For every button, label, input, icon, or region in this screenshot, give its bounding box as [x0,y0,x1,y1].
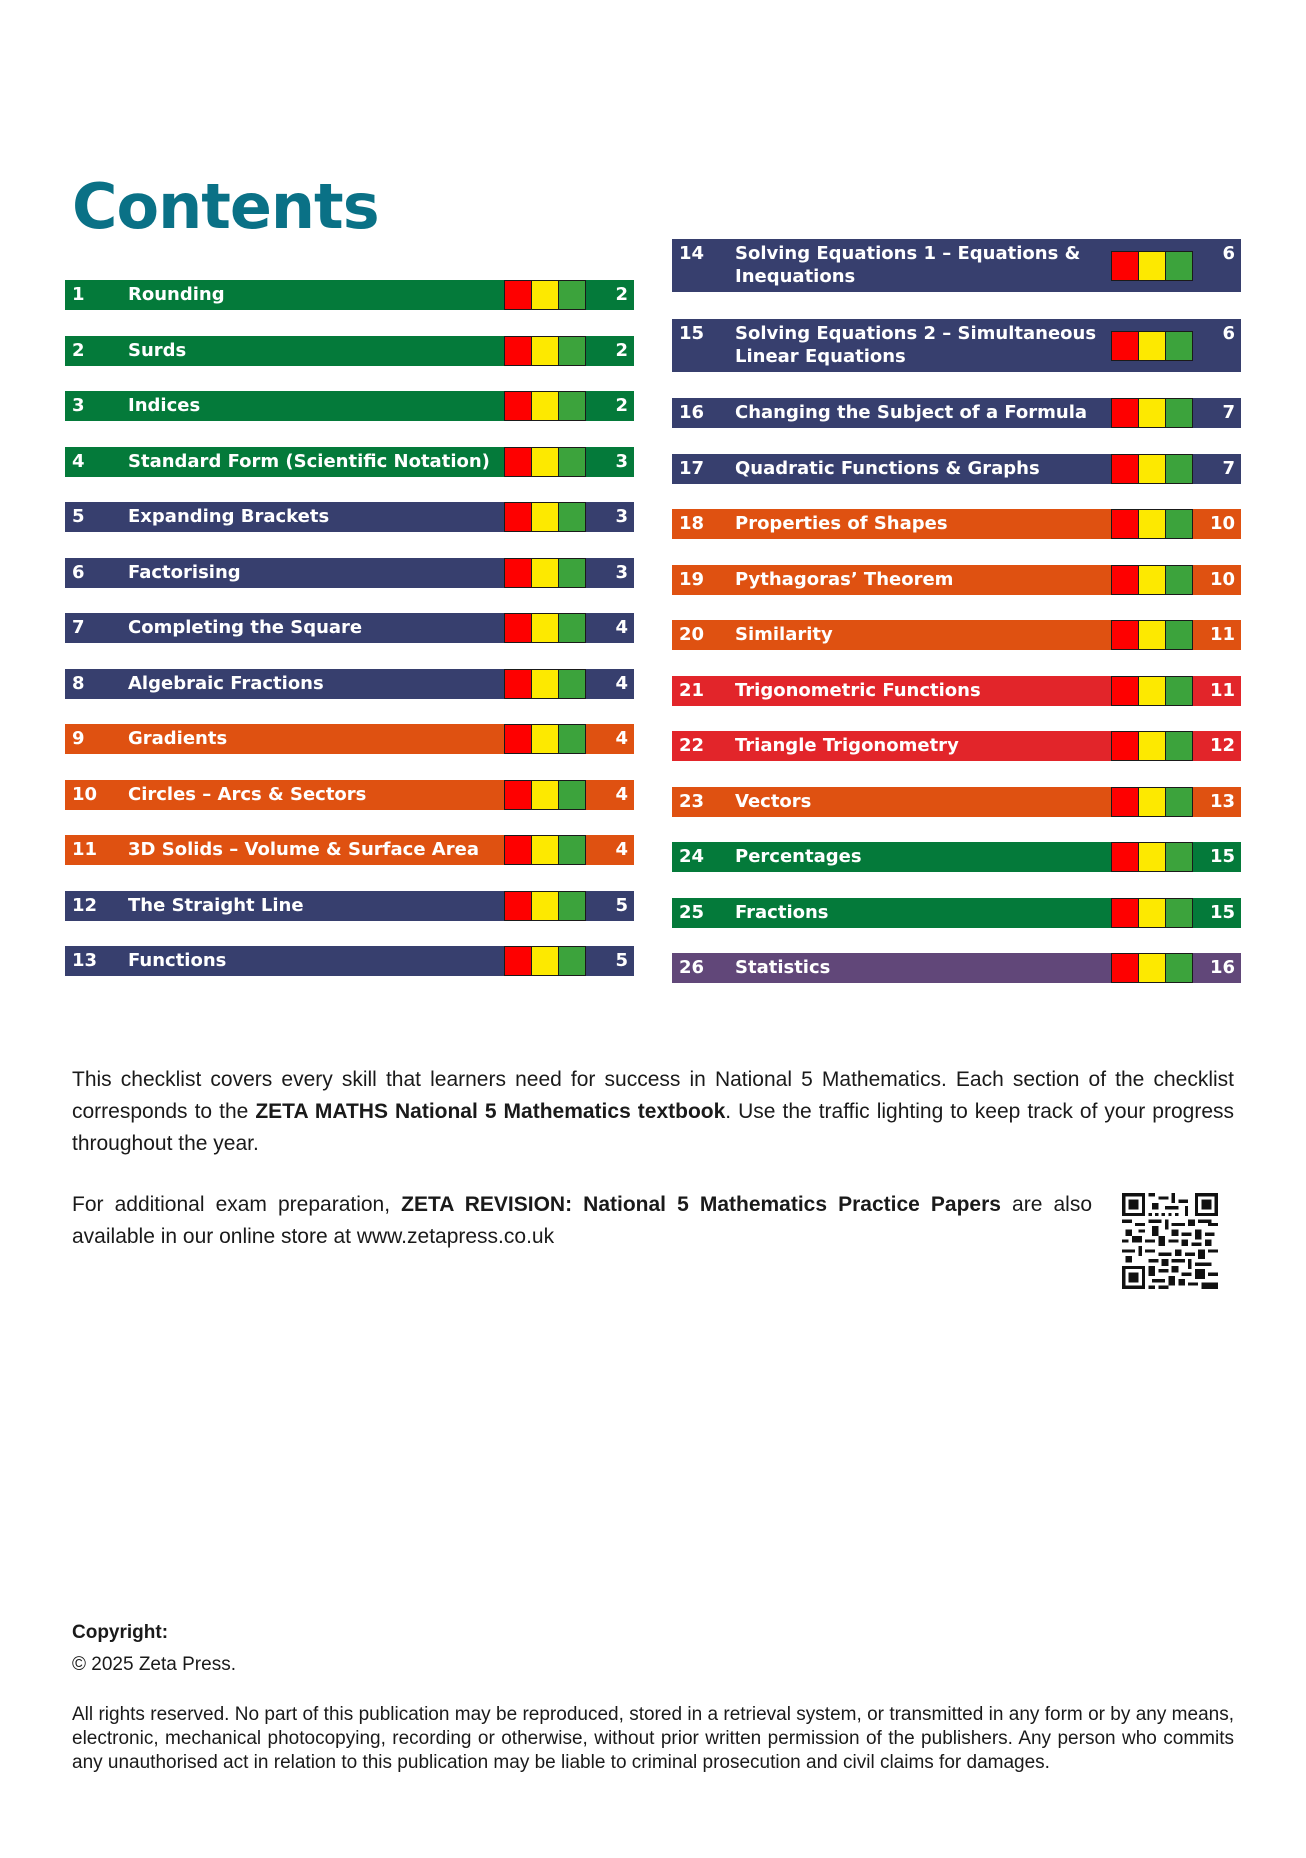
section-number: 23 [679,790,705,812]
green-checkbox[interactable] [1165,787,1193,817]
section-number: 17 [679,457,705,479]
section-title: Similarity [735,624,833,645]
section-number: 7 [72,617,85,638]
red-checkbox[interactable] [1111,787,1139,817]
page-number: 7 [1222,457,1235,479]
page-number: 5 [615,894,628,916]
red-checkbox[interactable] [504,558,532,588]
green-checkbox[interactable] [1165,676,1193,706]
page-number: 15 [1209,846,1235,867]
red-checkbox[interactable] [1111,953,1139,983]
green-checkbox[interactable] [558,336,586,366]
green-checkbox[interactable] [1165,953,1193,983]
section-title: Standard Form (Scientific Notation) [128,450,490,472]
page-number: 4 [615,783,628,805]
contents-row [65,835,634,865]
page-number: 4 [615,839,628,860]
traffic-light-boxes [504,835,585,865]
section-number: 14 [679,243,705,264]
traffic-light-boxes [1111,565,1192,595]
traffic-light-boxes [504,946,585,976]
amber-checkbox[interactable] [531,724,559,754]
exam-paragraph: For additional exam preparation, ZETA REVISION: National 5 Mathematics Practice Papers are also available in our online store at www.zetapress.co.uk [72,1193,1093,1248]
copyright-heading: Copyright: [72,1622,169,1643]
page-title: Contents [72,170,379,243]
section-number: 19 [679,568,705,590]
red-checkbox[interactable] [504,447,532,477]
page-number: 11 [1209,624,1235,645]
section-number: 3 [72,395,85,416]
amber-checkbox[interactable] [531,835,559,865]
section-title: Quadratic Functions & Graphs [735,457,1040,479]
section-title: Properties of Shapes [735,513,948,534]
page-number: 3 [615,561,628,583]
amber-checkbox[interactable] [531,502,559,532]
section-number: 22 [679,735,705,756]
contents-row [65,613,634,643]
section-number: 8 [72,672,85,694]
green-checkbox[interactable] [558,835,586,865]
traffic-light-boxes [1111,331,1192,361]
green-checkbox[interactable] [558,724,586,754]
section-number: 4 [72,450,85,472]
green-checkbox[interactable] [1165,842,1193,872]
amber-checkbox[interactable] [531,946,559,976]
red-checkbox[interactable] [1111,251,1139,281]
amber-checkbox[interactable] [1138,953,1166,983]
red-checkbox[interactable] [504,724,532,754]
amber-checkbox[interactable] [1138,842,1166,872]
section-title: Pythagoras’ Theorem [735,568,954,590]
red-checkbox[interactable] [1111,620,1139,650]
traffic-light-boxes [504,280,585,310]
amber-checkbox[interactable] [1138,731,1166,761]
page-number: 10 [1209,568,1235,590]
contents-row [65,336,634,366]
traffic-light-boxes [1111,842,1192,872]
amber-checkbox[interactable] [1138,251,1166,281]
green-checkbox[interactable] [558,502,586,532]
section-title: Vectors [735,790,812,812]
contents-row [672,731,1241,761]
section-number: 21 [679,679,705,701]
green-checkbox[interactable] [558,780,586,810]
green-checkbox[interactable] [558,447,586,477]
traffic-light-boxes [1111,398,1192,428]
page-number: 15 [1209,901,1235,923]
red-checkbox[interactable] [504,280,532,310]
amber-checkbox[interactable] [531,336,559,366]
green-checkbox[interactable] [558,946,586,976]
red-checkbox[interactable] [504,669,532,699]
contents-row [672,239,1241,292]
contents-column-right [672,239,1241,1009]
red-checkbox[interactable] [1111,565,1139,595]
contents-row [672,842,1241,872]
section-title: Expanding Brackets [128,506,330,527]
section-title: Changing the Subject of a Formula [735,402,1088,423]
green-checkbox[interactable] [558,669,586,699]
amber-checkbox[interactable] [531,669,559,699]
section-number: 20 [679,624,705,645]
contents-row [65,780,634,810]
green-checkbox[interactable] [558,558,586,588]
traffic-light-boxes [504,613,585,643]
section-number: 6 [72,561,85,583]
contents-row [65,502,634,532]
section-title: Triangle Trigonometry [735,735,959,756]
contents-row [65,724,634,754]
section-title: Gradients [128,728,228,749]
page-number: 16 [1209,957,1235,978]
amber-checkbox[interactable] [531,613,559,643]
page-number: 7 [1222,402,1235,423]
traffic-light-boxes [1111,898,1192,928]
red-checkbox[interactable] [1111,676,1139,706]
amber-checkbox[interactable] [1138,509,1166,539]
section-title: Factorising [128,561,241,583]
red-checkbox[interactable] [504,946,532,976]
contents-row [65,391,634,421]
amber-checkbox[interactable] [1138,398,1166,428]
page-number: 4 [615,617,628,638]
section-number: 15 [679,322,705,344]
red-checkbox[interactable] [504,502,532,532]
section-title: Solving Equations 2 – Simultaneous Linear Equations [735,322,1097,367]
green-checkbox[interactable] [1165,731,1193,761]
page-number: 3 [615,506,628,527]
contents-row [672,509,1241,539]
contents-row [65,280,634,310]
amber-checkbox[interactable] [1138,898,1166,928]
section-title: The Straight Line [128,894,304,916]
green-checkbox[interactable] [1165,454,1193,484]
amber-checkbox[interactable] [1138,454,1166,484]
red-checkbox[interactable] [504,391,532,421]
green-checkbox[interactable] [558,613,586,643]
qr-code-icon [1122,1193,1218,1289]
amber-checkbox[interactable] [1138,787,1166,817]
red-checkbox[interactable] [1111,898,1139,928]
red-checkbox[interactable] [504,613,532,643]
green-checkbox[interactable] [1165,620,1193,650]
green-checkbox[interactable] [1165,898,1193,928]
green-checkbox[interactable] [1165,509,1193,539]
amber-checkbox[interactable] [531,391,559,421]
section-title: Percentages [735,846,862,867]
page-number: 4 [615,728,628,749]
page-number: 2 [615,395,628,416]
page-number: 10 [1209,513,1235,534]
traffic-light-boxes [1111,509,1192,539]
copyright-body: All rights reserved. No part of this publication may be reproduced, stored in a retrieval system, or transmitted in any form or by any means, electronic, mechanical photocopying, recording or otherwise, without prior written permission of the publishers. Any person who commits any unauthorised act in relation to this publication may be liable to criminal prosecution and civil claims for damages. [72,1704,1234,1773]
traffic-light-boxes [504,669,585,699]
section-title: Statistics [735,957,831,978]
amber-checkbox[interactable] [1138,620,1166,650]
green-checkbox[interactable] [558,891,586,921]
section-title: Solving Equations 1 – Equations & Inequations [735,243,1081,287]
section-title: Trigonometric Functions [735,679,981,701]
contents-row [65,891,634,921]
traffic-light-boxes [504,447,585,477]
red-checkbox[interactable] [1111,731,1139,761]
section-number: 1 [72,284,85,305]
page-number: 12 [1209,735,1235,756]
contents-row [65,447,634,477]
page-number: 4 [615,672,628,694]
section-title: Circles – Arcs & Sectors [128,783,367,805]
green-checkbox[interactable] [558,391,586,421]
contents-row [65,946,634,976]
traffic-light-boxes [504,336,585,366]
section-title: 3D Solids – Volume & Surface Area [128,839,479,860]
green-checkbox[interactable] [1165,331,1193,361]
section-number: 5 [72,506,85,527]
section-number: 26 [679,957,705,978]
section-title: Fractions [735,901,829,923]
amber-checkbox[interactable] [1138,565,1166,595]
traffic-light-boxes [504,724,585,754]
section-title: Completing the Square [128,617,363,638]
red-checkbox[interactable] [504,891,532,921]
green-checkbox[interactable] [1165,251,1193,281]
contents-row [672,319,1241,372]
section-number: 12 [72,894,98,916]
section-number: 11 [72,839,98,860]
traffic-light-boxes [1111,454,1192,484]
contents-row [65,558,634,588]
page-number: 5 [615,950,628,971]
section-title: Surds [128,339,187,361]
page-number: 13 [1209,790,1235,812]
page-number: 2 [615,284,628,305]
section-number: 9 [72,728,85,749]
section-number: 25 [679,901,705,923]
contents-row [672,953,1241,983]
section-number: 10 [72,783,98,805]
red-checkbox[interactable] [504,835,532,865]
copyright-line: © 2025 Zeta Press. [72,1654,236,1675]
contents-row [672,398,1241,428]
amber-checkbox[interactable] [531,558,559,588]
red-checkbox[interactable] [504,780,532,810]
intro-paragraph: This checklist covers every skill that learners need for success in National 5 Mathematics. Each section of the checklist corresponds to the ZETA MATHS National 5 Mathematics textbook. Use the traffic lighting to keep track of your progress throughout the year. [72,1068,1235,1155]
traffic-light-boxes [1111,251,1192,281]
contents-column-left [65,280,634,1002]
page-number: 2 [615,339,628,361]
page-number: 3 [615,450,628,472]
contents-row [672,565,1241,595]
traffic-light-boxes [504,558,585,588]
contents-row [672,676,1241,706]
traffic-light-boxes [504,891,585,921]
section-number: 13 [72,950,98,971]
section-title: Algebraic Fractions [128,672,324,694]
traffic-light-boxes [504,502,585,532]
page-number: 6 [1222,322,1235,344]
green-checkbox[interactable] [1165,565,1193,595]
contents-row [672,898,1241,928]
amber-checkbox[interactable] [1138,331,1166,361]
traffic-light-boxes [1111,676,1192,706]
contents-row [672,620,1241,650]
traffic-light-boxes [1111,620,1192,650]
contents-row [65,669,634,699]
section-number: 18 [679,513,705,534]
red-checkbox[interactable] [1111,842,1139,872]
section-title: Rounding [128,284,225,305]
amber-checkbox[interactable] [531,891,559,921]
red-checkbox[interactable] [1111,398,1139,428]
traffic-light-boxes [504,780,585,810]
section-title: Indices [128,395,201,416]
traffic-light-boxes [504,391,585,421]
amber-checkbox[interactable] [531,280,559,310]
contents-row [672,454,1241,484]
green-checkbox[interactable] [558,280,586,310]
red-checkbox[interactable] [1111,454,1139,484]
page-number: 11 [1209,679,1235,701]
traffic-light-boxes [1111,787,1192,817]
traffic-light-boxes [1111,953,1192,983]
traffic-light-boxes [1111,731,1192,761]
amber-checkbox[interactable] [531,447,559,477]
red-checkbox[interactable] [1111,509,1139,539]
amber-checkbox[interactable] [531,780,559,810]
page-number: 6 [1222,243,1235,264]
amber-checkbox[interactable] [1138,676,1166,706]
practice-papers-title: ZETA REVISION: National 5 Mathematics Practice Papers [401,1193,1001,1216]
section-number: 24 [679,846,705,867]
red-checkbox[interactable] [504,336,532,366]
contents-row [672,787,1241,817]
green-checkbox[interactable] [1165,398,1193,428]
red-checkbox[interactable] [1111,331,1139,361]
section-number: 16 [679,402,705,423]
section-number: 2 [72,339,85,361]
section-title: Functions [128,950,227,971]
textbook-title: ZETA MATHS National 5 Mathematics textbook [255,1100,726,1123]
